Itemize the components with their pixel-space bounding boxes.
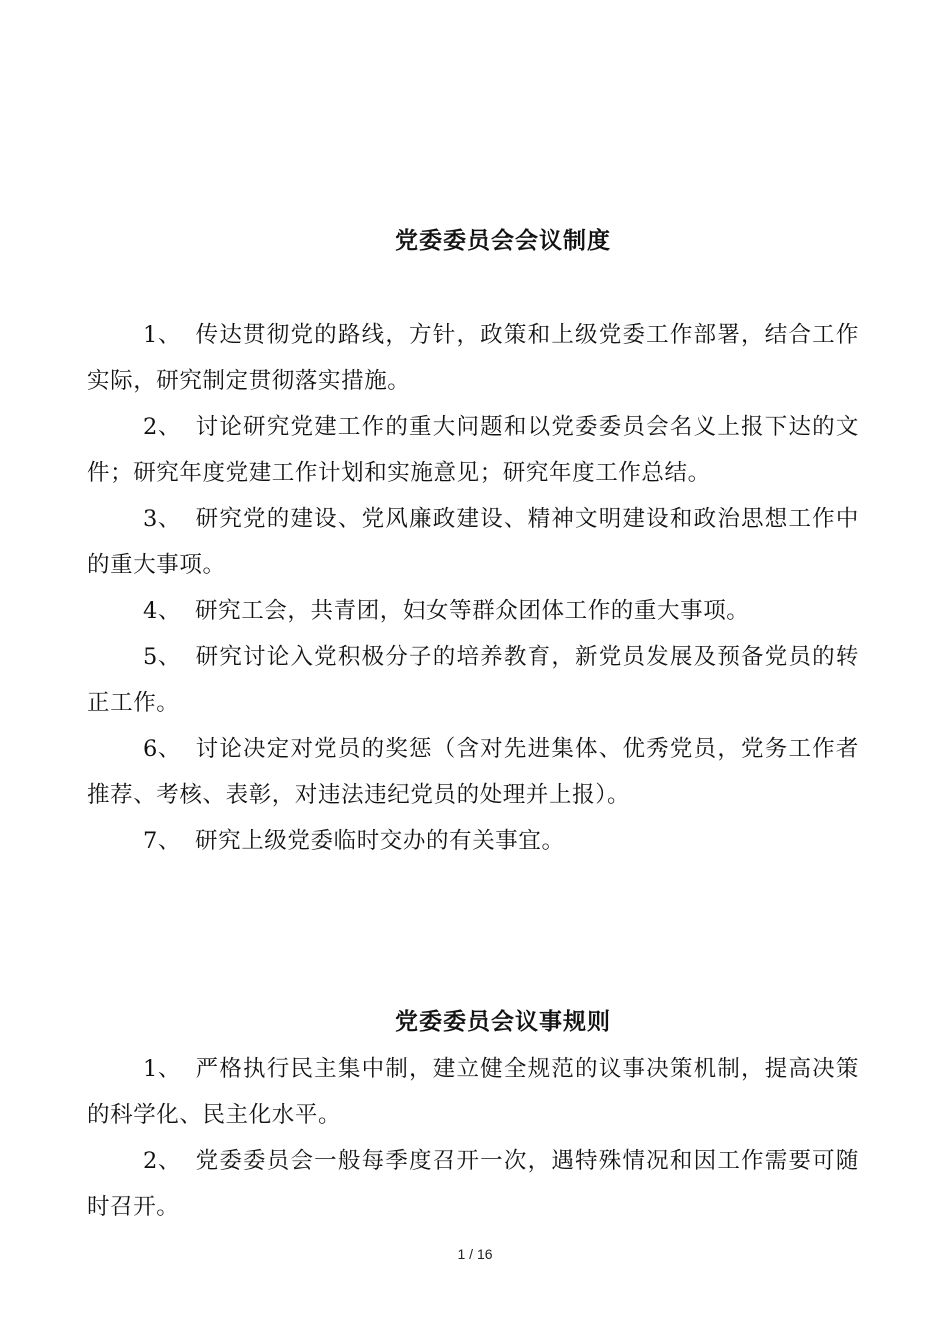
list-item [87, 634, 859, 726]
list-item [87, 726, 859, 818]
item-text: 研究党的建设、党风廉政建设、精神文明建设和政治思想工作中的重大事项。 [87, 506, 859, 578]
list-item [87, 588, 859, 634]
item-number: 4、 [143, 598, 182, 624]
list-item [87, 818, 859, 864]
item-text: 研究工会，共青团，妇女等群众团体工作的重大事项。 [195, 598, 750, 624]
item-text: 讨论研究党建工作的重大问题和以党委委员会名义上报下达的文件；研究年度党建工作计划和实施意见；研究年度工作总结。 [87, 414, 859, 486]
item-number: 1、 [143, 1056, 182, 1082]
section-meeting-system [87, 312, 859, 864]
item-text: 研究讨论入党积极分子的培养教育，新党员发展及预备党员的转正工作。 [87, 644, 859, 716]
page-indicator: 1 / 16 [457, 1246, 493, 1262]
item-number: 6、 [143, 736, 182, 762]
list-item [87, 496, 859, 588]
item-text: 传达贯彻党的路线，方针，政策和上级党委工作部署，结合工作实际，研究制定贯彻落实措施。 [87, 322, 859, 394]
list-item [87, 1138, 859, 1230]
list-item [87, 312, 859, 404]
item-number: 2、 [143, 414, 182, 440]
list-item [87, 1046, 859, 1138]
item-number: 7、 [143, 828, 182, 854]
item-text: 严格执行民主集中制，建立健全规范的议事决策机制，提高决策的科学化、民主化水平。 [87, 1056, 859, 1128]
section-title: 党委委员会会议制度 [395, 227, 611, 254]
item-text: 党委委员会一般每季度召开一次，遇特殊情况和因工作需要可随时召开。 [87, 1148, 859, 1220]
section-title: 党委委员会议事规则 [395, 1008, 611, 1035]
list-item [87, 404, 859, 496]
item-number: 5、 [143, 644, 182, 670]
item-text: 研究上级党委临时交办的有关事宜。 [195, 828, 565, 854]
item-number: 3、 [143, 506, 182, 532]
item-number: 1、 [143, 322, 182, 348]
section-rules-of-procedure [87, 1046, 859, 1230]
item-number: 2、 [143, 1148, 182, 1174]
item-text: 讨论决定对党员的奖惩（含对先进集体、优秀党员，党务工作者推荐、考核、表彰，对违法违纪党员的处理并上报）。 [87, 736, 859, 808]
